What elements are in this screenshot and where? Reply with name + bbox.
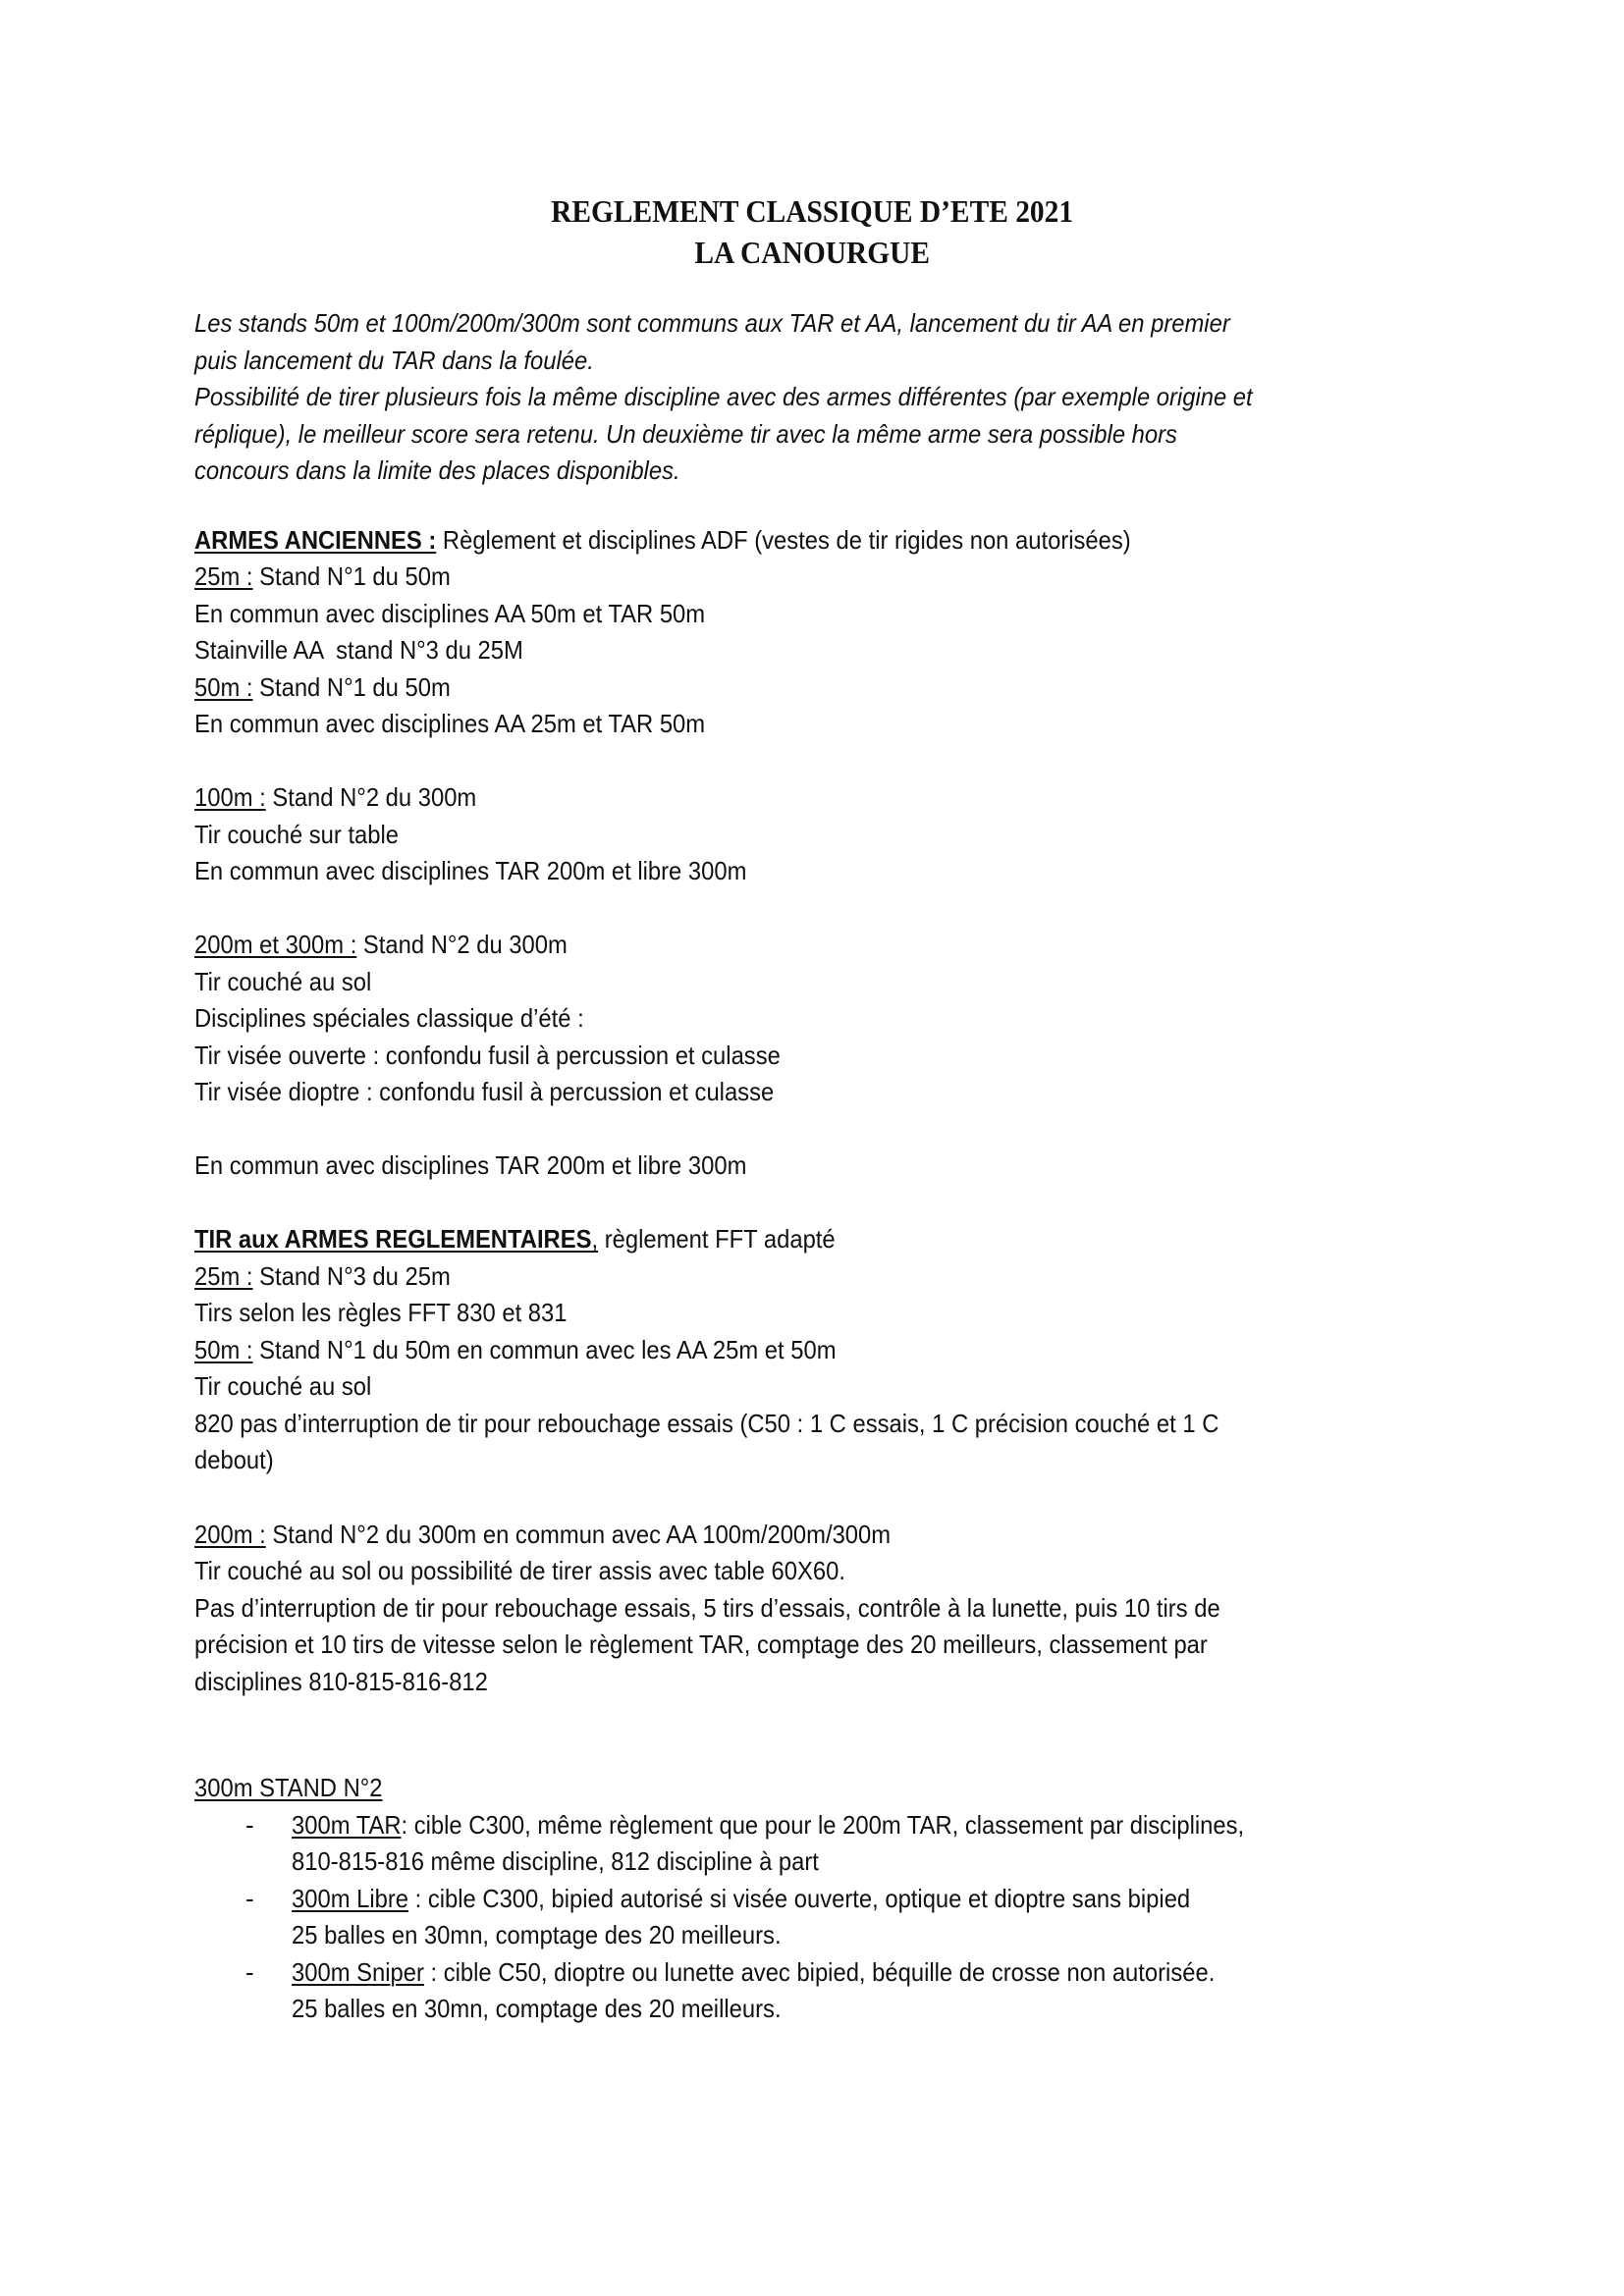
text-line: En commun avec disciplines AA 50m et TAR 50m (194, 599, 706, 628)
bullet-continuation: 810-815-816 même discipline, 812 discipline à part (292, 1846, 819, 1876)
distance-text: Stand N°2 du 300m en commun avec AA 100m/200m/300m (265, 1520, 892, 1549)
bullet-label: 300m Libre (292, 1884, 409, 1913)
section-heading-300m (194, 1775, 383, 1800)
distance-text: Stand N°2 du 300m (356, 930, 568, 959)
distance-text: Stand N°2 du 300m (265, 782, 477, 812)
tar-50m-line (194, 1337, 837, 1362)
text-line: Tir couché au sol ou possibilité de tirer assis avec table 60X60. (194, 1556, 845, 1585)
section-heading-tar (194, 1226, 836, 1252)
text-line: En commun avec disciplines AA 25m et TAR 50m (194, 709, 706, 738)
distance-label: 25m : (194, 561, 253, 591)
distance-label: 100m : (194, 782, 266, 812)
bullet-label: 300m TAR (292, 1810, 402, 1840)
heading-comma: , (591, 1224, 599, 1254)
text-line: En commun avec disciplines TAR 200m et libre 300m (194, 1150, 747, 1180)
tar-25m-line (194, 1263, 451, 1289)
intro-line: réplique), le meilleur score sera retenu. Un deuxième tir avec la même arme sera possible hors (194, 419, 1177, 449)
bullet-item (292, 1886, 1190, 1911)
text-line: Tir couché sur table (194, 820, 400, 849)
title-line-2: LA CANOURGUE (694, 235, 930, 270)
intro-line: Possibilité de tirer plusieurs fois la même discipline avec des armes différentes (par exemple origine et (194, 382, 1253, 411)
heading-label: ARMES ANCIENNES : (194, 525, 437, 555)
text-line: Tir visée ouverte : confondu fusil à percussion et culasse (194, 1041, 781, 1070)
bullet-dash: - (245, 1884, 254, 1913)
text-line: Disciplines spéciales classique d’été : (194, 1003, 584, 1033)
bullet-continuation: 25 balles en 30mn, comptage des 20 meilleurs. (292, 1920, 782, 1949)
text-line: En commun avec disciplines TAR 200m et libre 300m (194, 856, 747, 885)
bullet-dash: - (245, 1810, 254, 1840)
document-title (0, 195, 1624, 227)
distance-text: Stand N°1 du 50m (252, 561, 451, 591)
text-line: Stainville AA stand N°3 du 25M (194, 635, 523, 665)
distance-text: Stand N°3 du 25m (252, 1261, 451, 1291)
section-heading-armes-anciennes (194, 527, 1131, 553)
distance-text: Stand N°1 du 50m (252, 672, 451, 702)
heading-label: 300m STAND N°2 (194, 1773, 383, 1802)
aa-200m-300m-line (194, 932, 568, 957)
aa-50m-line (194, 674, 451, 700)
distance-text: Stand N°1 du 50m en commun avec les AA 25m et 50m (252, 1335, 837, 1364)
bullet-continuation: 25 balles en 30mn, comptage des 20 meilleurs. (292, 1994, 782, 2023)
intro-line: puis lancement du TAR dans la foulée. (194, 346, 594, 375)
bullet-label: 300m Sniper (292, 1957, 424, 1987)
text-line: 820 pas d’interruption de tir pour rebouchage essais (C50 : 1 C essais, 1 C précision couché et 1 C (194, 1409, 1219, 1438)
text-line: debout) (194, 1445, 274, 1474)
text-line: précision et 10 tirs de vitesse selon le règlement TAR, comptage des 20 meilleurs, classement par (194, 1629, 1208, 1659)
text-line: Tirs selon les règles FFT 830 et 831 (194, 1298, 568, 1327)
distance-label: 200m : (194, 1520, 266, 1549)
intro-line: Les stands 50m et 100m/200m/300m sont communs aux TAR et AA, lancement du tir AA en premier (194, 308, 1230, 338)
distance-label: 50m : (194, 672, 253, 702)
bullet-text: : cible C300, bipied autorisé si visée ouverte, optique et dioptre sans bipied (408, 1884, 1191, 1913)
bullet-item (292, 1812, 1244, 1838)
distance-label: 50m : (194, 1335, 253, 1364)
intro-line: concours dans la limite des places disponibles. (194, 455, 680, 485)
tar-200m-line (194, 1522, 891, 1547)
document-subtitle (0, 237, 1624, 268)
heading-label: TIR aux ARMES REGLEMENTAIRES (194, 1224, 592, 1254)
bullet-text: : cible C300, même règlement que pour le 200m TAR, classement par disciplines, (401, 1810, 1245, 1840)
text-line: Tir couché au sol (194, 967, 372, 996)
heading-text: Règlement et disciplines ADF (vestes de tir rigides non autorisées) (436, 525, 1131, 555)
text-line: Tir couché au sol (194, 1371, 372, 1401)
title-line-1: REGLEMENT CLASSIQUE D’ETE 2021 (551, 193, 1073, 229)
distance-label: 25m : (194, 1261, 253, 1291)
bullet-dash: - (245, 1957, 254, 1987)
aa-100m-line (194, 784, 476, 810)
distance-label: 200m et 300m : (194, 930, 357, 959)
aa-25m-line (194, 563, 451, 589)
text-line: disciplines 810-815-816-812 (194, 1667, 488, 1696)
bullet-item (292, 1959, 1215, 1985)
text-line: Pas d’interruption de tir pour rebouchage essais, 5 tirs d’essais, contrôle à la lunette, puis 10 tirs de (194, 1593, 1220, 1623)
text-line: Tir visée dioptre : confondu fusil à percussion et culasse (194, 1077, 775, 1106)
heading-text: règlement FFT adapté (598, 1224, 836, 1254)
bullet-text: : cible C50, dioptre ou lunette avec bipied, béquille de crosse non autorisée. (423, 1957, 1216, 1987)
